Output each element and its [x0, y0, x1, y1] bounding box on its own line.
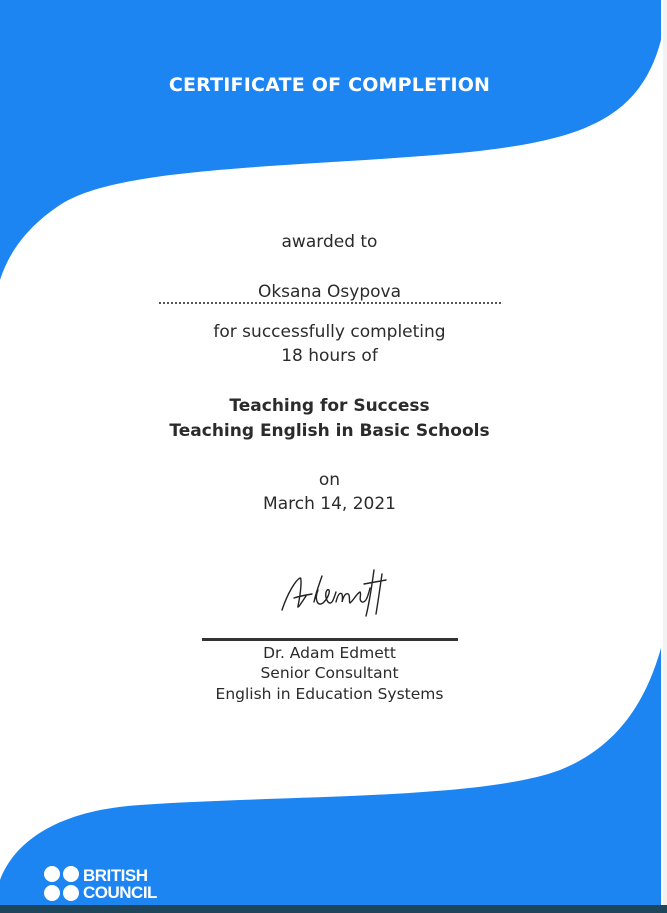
logo-dots-icon [44, 866, 79, 901]
logo-line-1: BRITISH [83, 865, 148, 885]
signatory-name: Dr. Adam Edmett [263, 644, 396, 662]
recipient-name: Oksana Osypova [257, 282, 402, 302]
bottom-bar [0, 905, 667, 913]
completion-line-1: for successfully completing [213, 322, 446, 342]
signature-line [202, 638, 458, 641]
signatory-department: English in Education Systems [215, 685, 444, 703]
course-title-line-2: Teaching English in Basic Schools [169, 421, 490, 441]
british-council-logo [44, 866, 157, 901]
on-label: on [318, 470, 341, 490]
signatory-role: Senior Consultant [260, 664, 399, 682]
course-title-line-1: Teaching for Success [229, 396, 430, 416]
page-edge [663, 0, 667, 913]
certificate-title: CERTIFICATE OF COMPLETION [168, 74, 491, 96]
recipient-underline [159, 302, 501, 304]
completion-date: March 14, 2021 [263, 494, 396, 514]
completion-line-2: 18 hours of [281, 346, 378, 366]
logo-wordmark [83, 867, 157, 901]
handwritten-signature [274, 562, 394, 622]
awarded-to-label: awarded to [281, 232, 378, 252]
logo-line-2: COUNCIL [83, 882, 157, 902]
